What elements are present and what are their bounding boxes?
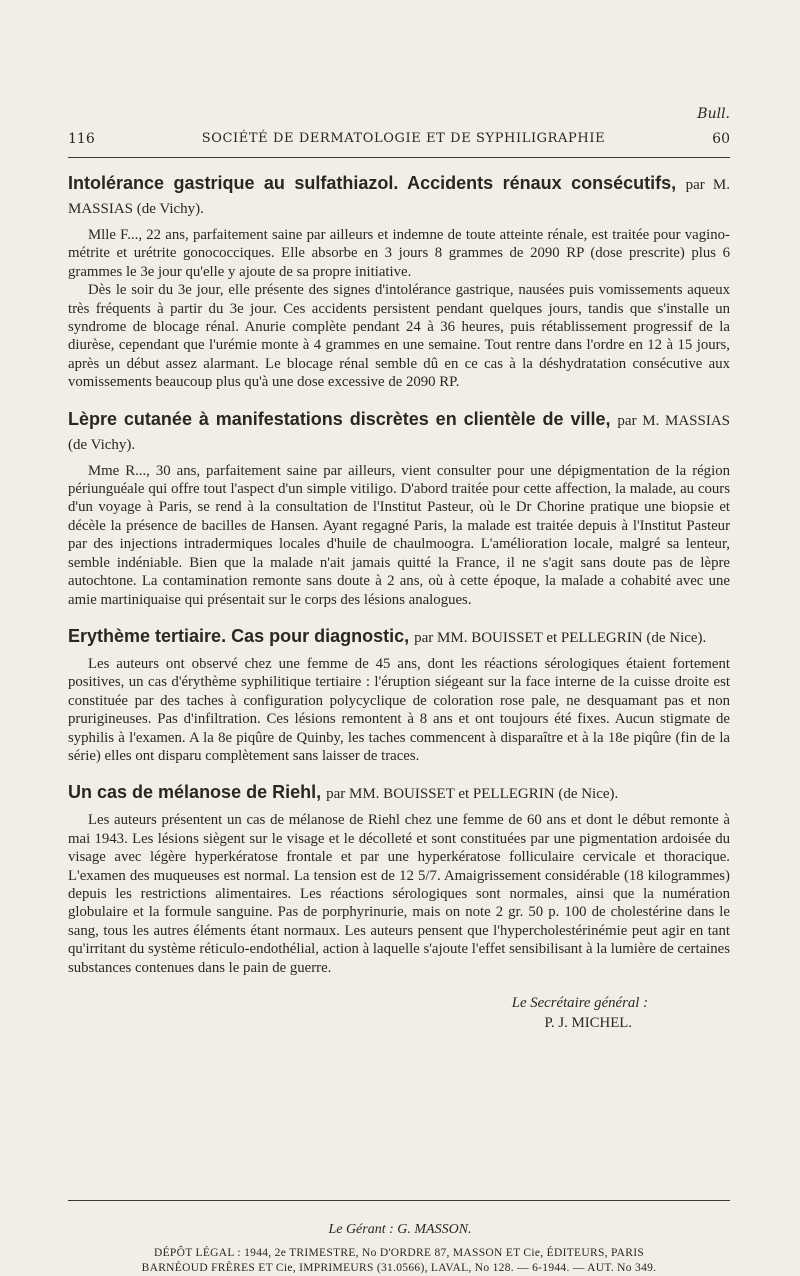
running-title: SOCIÉTÉ DE DERMATOLOGIE ET DE SYPHILIGRAPHIE: [201, 131, 606, 146]
article-author: par M. MASSIAS (de Vichy).: [68, 412, 731, 453]
issue-number: 60: [712, 131, 730, 147]
header-rule: [68, 157, 730, 158]
article-sulfathiazol: [68, 172, 730, 392]
article-erytheme: [68, 625, 730, 765]
signature-name: P. J. MICHEL.: [544, 1015, 632, 1031]
article-heading: Un cas de mélanose de Riehl,: [68, 782, 322, 803]
paragraph: Les auteurs présentent un cas de mélanose de Riehl chez une femme de 60 ans et dont le début remonte à mai 1943. Les lésions siègent sur le visage et le décolleté et sont constituées par une pigmentation ardoisée du visage avec légère hyperkératose frontale et par une hyperkératose folliculaire cervicale et thoracique. L'examen des muqueuses est normal. La tension est de 12 5/7. Amaigrissement considérable (18 kilogrammes) depuis les restrictions alimentaires. Les réactions sérologiques sont normales, ainsi que la numération globulaire et la formule sanguine. Pas de porphyrinurie, mais on note 2 gr. 50 p. 100 de cholestérine dans le sang, tous les autres éléments étant normaux. Les auteurs pensent que l'hypercholestérinémie peut agir en tant qu'irritant du système réticulo-endothélial, action à laquelle s'ajoute l'effet sensibilisant à la lumière de certaines substances contenues dans le pain de guerre.: [68, 812, 730, 976]
article-title: [68, 172, 730, 220]
gerant-line: Le Gérant : G. MASSON.: [328, 1222, 472, 1237]
article-heading: Intolérance gastrique au sulfathiazol. Accidents rénaux consécutifs,: [68, 173, 677, 193]
article-heading: Erythème tertiaire. Cas pour diagnostic,: [68, 625, 410, 646]
article-body: [68, 172, 730, 1033]
article-author: par MM. BOUISSET et PELLEGRIN (de Nice).: [414, 629, 707, 646]
imprint-line: BARNÉOUD FRÈRES ET Cie, IMPRIMEURS (31.0566), LAVAL, No 128. — 6-1944. — AUT. No 349.: [141, 1262, 657, 1274]
article-title: [68, 625, 730, 649]
paragraph: Mme R..., 30 ans, parfaitement saine par ailleurs, vient consulter pour une dépigmentation de la région périunguéale qui offre tout l'aspect d'un simple vitiligo. D'abord traitée pour cette affection, la malade, au cours d'un voyage à Paris, se rend à la consultation de l'Institut Pasteur, où le Dr Chorine pratique une biopsie et décèle la présence de bacilles de Hansen. Ayant regagné Paris, la malade est traitée depuis à l'Institut Pasteur par des injections intradermiques locales d'huile de chaulmoogra. L'amélioration locale, malgré sa lenteur, semble indéniable. Bien que la malade n'ait jamais quitté la France, il ne s'agit sans doute pas de lèpre autochtone. La contamination remonte sans doute à 2 ans, où à cette époque, la malade a cohabité avec une amie martiniquaise qui présentait sur le corps des lésions analogues.: [68, 462, 730, 608]
article-lepre: [68, 408, 730, 609]
article-heading: Lèpre cutanée à manifestations discrètes en clientèle de ville,: [68, 408, 611, 429]
paragraph: Les auteurs ont observé chez une femme de 45 ans, dont les réactions sérologiques étaient fortement positives, un cas d'érythème syphilitique tertiaire : l'éruption siégeant sur la face interne de la cuisse droite est constituée par des taches à configuration polycyclique de coloration rose pale, ne desquamant pas et non prurigineuses. Pas d'infiltration. Ces lésions remontent à 8 ans et ont toujours été fixes. Aucun stigmate de syphilis à l'examen. A la 8e piqûre de Quinby, les taches commencent à disparaître et à la 18e piqûre (fin de la série) elles ont disparu complètement sans laisser de traces.: [68, 655, 730, 764]
article-author: par M. MASSIAS (de Vichy).: [68, 177, 730, 217]
bull-mark: Bull.: [697, 106, 730, 122]
footer-rule: [68, 1200, 730, 1201]
paragraph: Dès le soir du 3e jour, elle présente des signes d'intolérance gastrique, nausées puis vomissements aqueux très fréquents à partir du 3e jour. Ces accidents persistent pendant quelques jours, tandis que s'installe un syndrome de blocage rénal. Anurie complète pendant 24 à 36 heures, puis rétablissement progressif de la diurèse, cependant que l'urémie monte à 4 grammes en une semaine. Tout rentre dans l'ordre en 12 à 15 jours, après un début assez alarmant. Le blocage rénal semble dû en ce cas à la déshydratation consécutive aux vomissements beaucoup plus qu'à une dose excessive de 2090 RP.: [68, 282, 730, 391]
paragraph: Mlle F..., 22 ans, parfaitement saine par ailleurs et indemne de toute atteinte rénale, est traitée pour vagino-métrite et urétrite gonococciques. Elle absorbe en 3 jours 8 grammes de 2090 RP (dose prescrite) plus 6 grammes le 3e jour qu'elle y ajoute de sa propre initiative.: [68, 227, 730, 280]
signature-role: Le Secrétaire général :: [511, 995, 648, 1011]
imprint: [68, 1246, 730, 1276]
article-author: par MM. BOUISSET et PELLEGRIN (de Nice).: [326, 786, 619, 803]
imprint-line: DÉPÔT LÉGAL : 1944, 2e TRIMESTRE, No D'ORDRE 87, MASSON ET Cie, ÉDITEURS, PARIS: [153, 1247, 645, 1259]
article-title: [68, 408, 730, 456]
running-header: [68, 131, 730, 147]
article-melanose: [68, 781, 730, 977]
page-number: 116: [68, 131, 95, 147]
article-title: [68, 781, 730, 805]
